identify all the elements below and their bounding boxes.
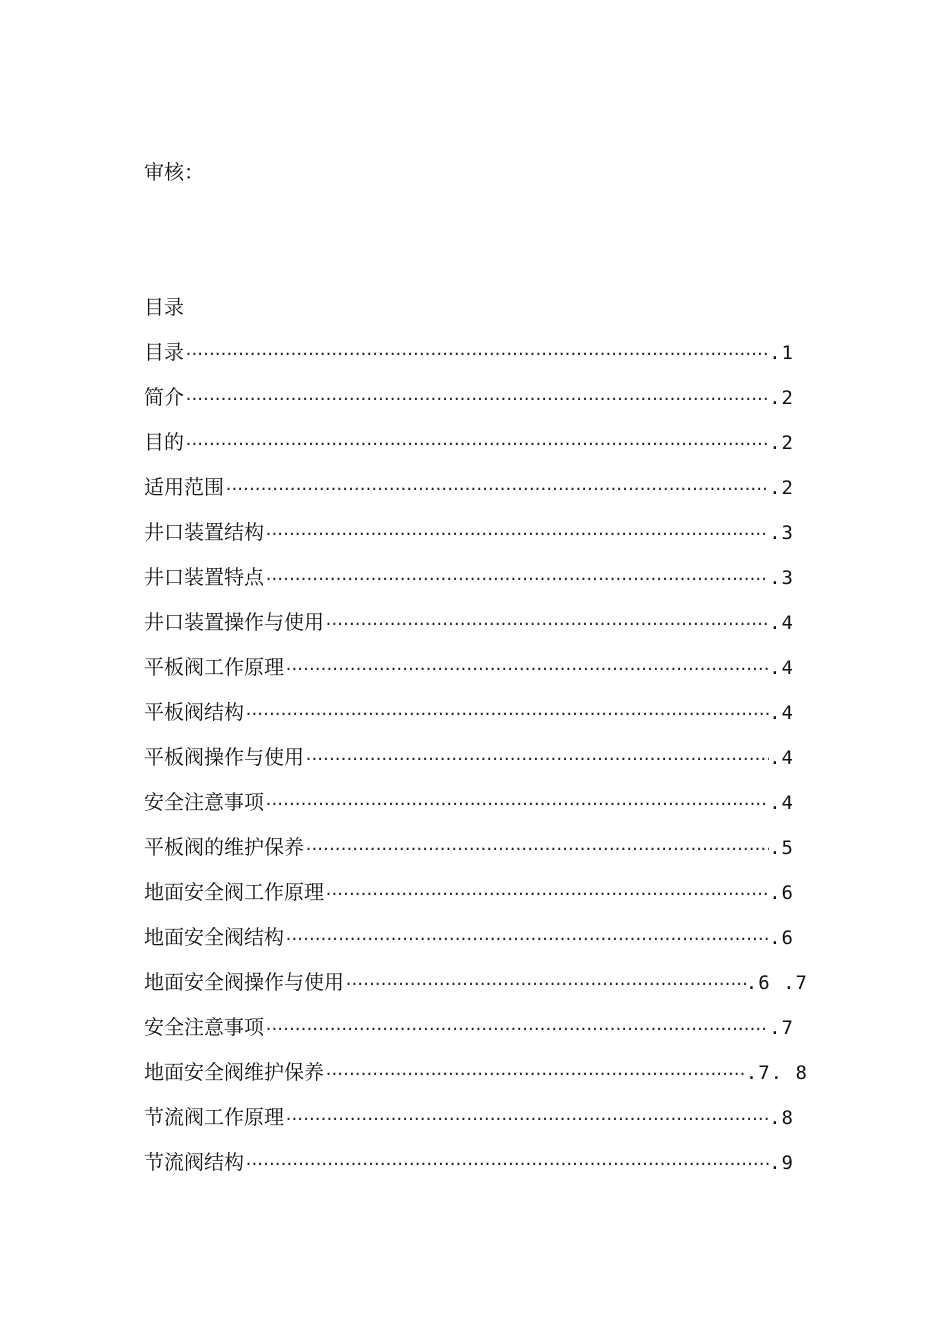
toc-entry-page: .9 xyxy=(769,1152,794,1174)
toc-entry[interactable] xyxy=(144,922,794,967)
toc-entry-page: .4 xyxy=(769,792,794,814)
toc-entry[interactable] xyxy=(144,742,794,787)
toc-dot-leader xyxy=(244,1149,769,1179)
toc-dot-leader xyxy=(264,1014,769,1044)
toc-entry[interactable] xyxy=(144,652,794,697)
toc-entry-title: 平板阀结构 xyxy=(144,700,244,724)
toc-dot-leader xyxy=(244,699,769,729)
toc-entry-title: 平板阀操作与使用 xyxy=(144,745,304,769)
toc-dot-leader xyxy=(284,654,769,684)
toc-entry-page: .6 .7 xyxy=(745,972,808,994)
toc-entry-page: .8 xyxy=(769,1107,794,1129)
toc-entry[interactable] xyxy=(144,607,794,652)
toc-entry[interactable] xyxy=(144,1147,794,1192)
toc-dot-leader xyxy=(284,1104,769,1134)
toc-entry[interactable] xyxy=(144,427,794,472)
toc-entry[interactable] xyxy=(144,967,808,1012)
toc-entry[interactable] xyxy=(144,1012,794,1057)
toc-entry-page: .4 xyxy=(769,657,794,679)
toc-dot-leader xyxy=(324,879,769,909)
toc-entry-page: .4 xyxy=(769,702,794,724)
toc-entry[interactable] xyxy=(144,832,794,877)
toc-entry[interactable] xyxy=(144,697,794,742)
toc-entry[interactable] xyxy=(144,562,794,607)
toc-entry-page: .6 xyxy=(769,882,794,904)
toc-entry-title: 目的 xyxy=(144,430,184,454)
toc-entry[interactable] xyxy=(144,1102,794,1147)
toc-entry-title: 目录 xyxy=(144,340,184,364)
toc-dot-leader xyxy=(184,429,769,459)
toc-dot-leader xyxy=(324,1059,746,1089)
reviewer-label: 审核： xyxy=(144,160,204,184)
toc-entry-title: 简介 xyxy=(144,385,184,409)
toc-dot-leader xyxy=(324,609,769,639)
toc-entry-title: 井口装置操作与使用 xyxy=(144,610,324,634)
toc-entry-title: 平板阀的维护保养 xyxy=(144,835,304,859)
toc-entry[interactable] xyxy=(144,1057,808,1102)
toc-entry[interactable] xyxy=(144,472,794,517)
toc-entry-page: .2 xyxy=(769,387,794,409)
toc-entry-page: .2 xyxy=(769,477,794,499)
toc-dot-leader xyxy=(224,474,769,504)
toc-entry-page: .5 xyxy=(769,837,794,859)
toc-dot-leader xyxy=(264,564,769,594)
toc-entry[interactable] xyxy=(144,517,794,562)
toc-dot-leader xyxy=(304,744,769,774)
toc-heading: 目录 xyxy=(144,295,184,319)
toc-entry-page: .6 xyxy=(769,927,794,949)
toc-entry-title: 地面安全阀结构 xyxy=(144,925,284,949)
toc-entry-title: 安全注意事项 xyxy=(144,1015,264,1039)
toc-dot-leader xyxy=(304,834,769,864)
toc-entry[interactable] xyxy=(144,337,794,382)
toc-entry-title: 地面安全阀维护保养 xyxy=(144,1060,324,1084)
toc-entry-title: 节流阀结构 xyxy=(144,1150,244,1174)
toc-entry-title: 地面安全阀工作原理 xyxy=(144,880,324,904)
toc-dot-leader xyxy=(264,789,769,819)
toc-entry[interactable] xyxy=(144,877,794,922)
toc-entry-page: .3 xyxy=(769,567,794,589)
toc-entry-page: .2 xyxy=(769,432,794,454)
toc-dot-leader xyxy=(344,969,746,999)
toc-dot-leader xyxy=(184,384,769,414)
toc-entry-title: 平板阀工作原理 xyxy=(144,655,284,679)
toc-entry-page: .7. 8 xyxy=(745,1062,808,1084)
toc-dot-leader xyxy=(284,924,769,954)
toc-entry-title: 地面安全阀操作与使用 xyxy=(144,970,344,994)
toc-entry-title: 井口装置结构 xyxy=(144,520,264,544)
toc-entry-page: .1 xyxy=(769,342,794,364)
toc-entry-page: .4 xyxy=(769,747,794,769)
toc-entry-title: 适用范围 xyxy=(144,475,224,499)
toc-entry[interactable] xyxy=(144,382,794,427)
toc-entry-title: 井口装置特点 xyxy=(144,565,264,589)
toc-dot-leader xyxy=(184,339,769,369)
toc-entry-title: 节流阀工作原理 xyxy=(144,1105,284,1129)
toc-entry-page: .3 xyxy=(769,522,794,544)
toc-entry-page: .4 xyxy=(769,612,794,634)
toc-dot-leader xyxy=(264,519,769,549)
toc-entry[interactable] xyxy=(144,787,794,832)
table-of-contents xyxy=(144,337,824,1192)
toc-entry-page: .7 xyxy=(769,1017,794,1039)
toc-entry-title: 安全注意事项 xyxy=(144,790,264,814)
